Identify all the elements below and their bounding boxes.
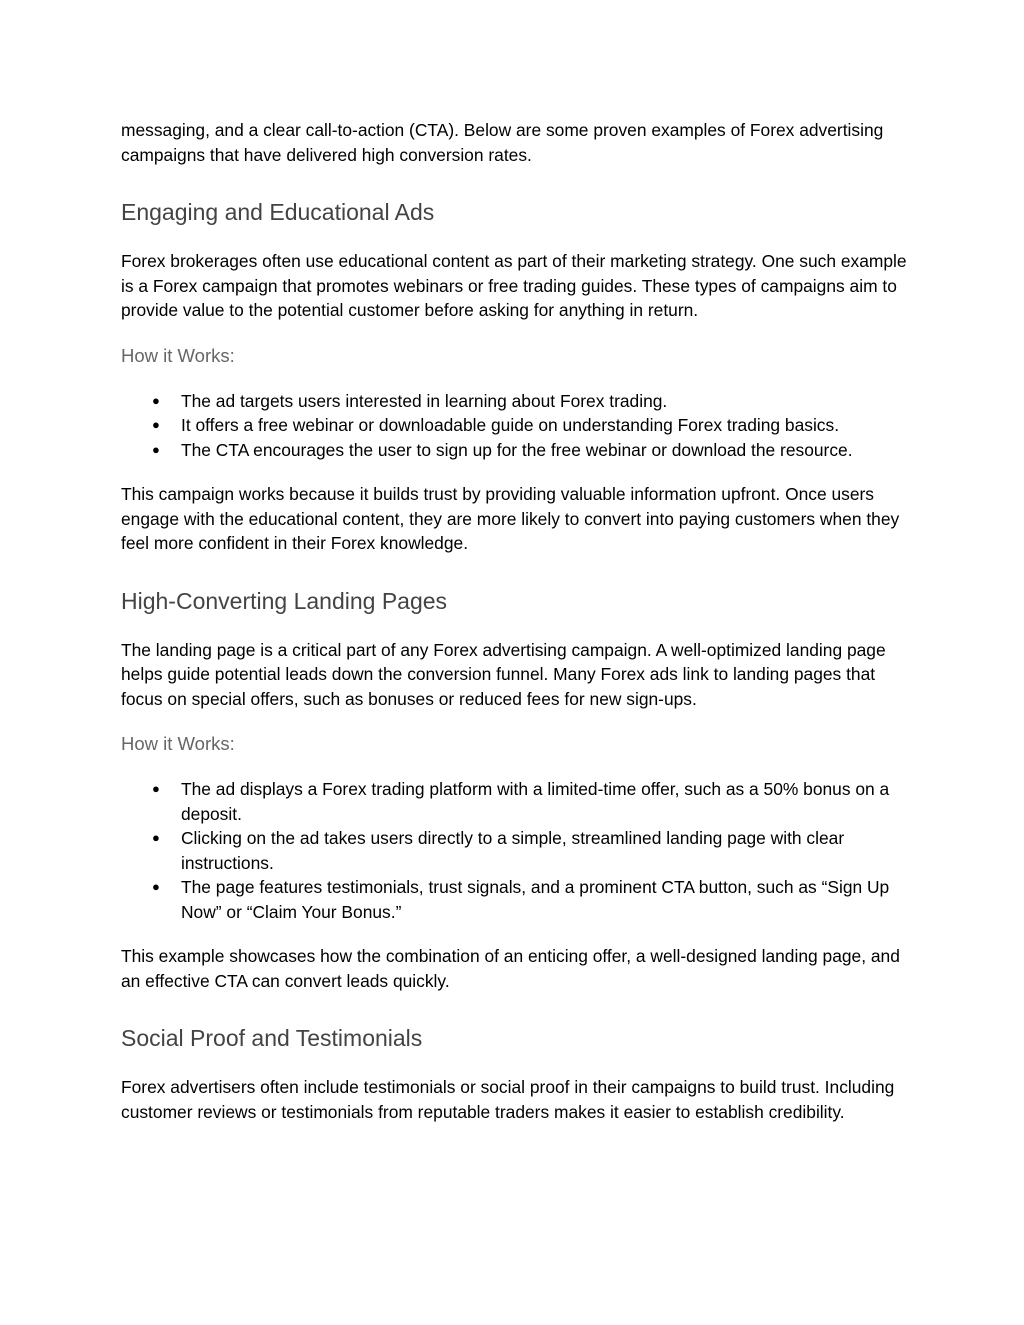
- how-it-works-heading: How it Works:: [121, 344, 235, 366]
- list-item: [121, 777, 911, 826]
- bullet-icon: ●: [152, 441, 160, 457]
- section-paragraph: Forex brokerages often use educational content as part of their marketing strategy. One such example is a Forex campaign that promotes webinars or free trading guides. These types of campaigns aim to provide value to the potential customer before asking for anything in return.: [121, 251, 907, 320]
- document-page: [121, 118, 911, 1124]
- list-item-text: It offers a free webinar or downloadable guide on understanding Forex trading basics.: [181, 415, 840, 435]
- list-item-text: The ad targets users interested in learning about Forex trading.: [181, 390, 668, 411]
- bullet-icon: ●: [152, 781, 160, 796]
- section-closing-paragraph: This campaign works because it builds trust by providing valuable information upfront. Once users engage with the educational content, they are more likely to convert into paying customers when they feel more confident in their Forex knowledge.: [121, 484, 900, 553]
- section-heading-social-proof: Social Proof and Testimonials: [121, 1025, 423, 1051]
- bullet-list: [121, 389, 911, 463]
- section-paragraph: Forex advertisers often include testimonials or social proof in their campaigns to build trust. Including customer reviews or testimonials from reputable traders makes it easier to establish credibility.: [121, 1077, 895, 1122]
- list-item: [121, 875, 911, 924]
- section-heading-educational-ads: Engaging and Educational Ads: [121, 199, 435, 225]
- list-item-text: The ad displays a Forex trading platform with a limited-time offer, such as a 50% bonus on a deposit.: [181, 779, 890, 824]
- how-it-works-heading: How it Works:: [121, 733, 235, 754]
- bullet-list: [121, 777, 911, 924]
- bullet-icon: ●: [152, 417, 160, 432]
- bullet-icon: ●: [152, 879, 160, 894]
- list-item: [121, 389, 911, 414]
- bullet-icon: ●: [152, 392, 160, 408]
- list-item: [121, 826, 911, 875]
- section-heading-landing-pages: High-Converting Landing Pages: [121, 587, 448, 614]
- bullet-icon: ●: [152, 830, 160, 845]
- intro-paragraph: messaging, and a clear call-to-action (CTA). Below are some proven examples of Forex advertising campaigns that have delivered high conversion rates.: [121, 120, 884, 165]
- list-item-text: The CTA encourages the user to sign up for the free webinar or download the resource.: [181, 439, 853, 460]
- list-item: [121, 413, 911, 438]
- section-paragraph: The landing page is a critical part of any Forex advertising campaign. A well-optimized landing page helps guide potential leads down the conversion funnel. Many Forex ads link to landing pages that focus on special offers, such as bonuses or reduced fees for new sign-ups.: [121, 639, 886, 709]
- list-item-text: The page features testimonials, trust signals, and a prominent CTA button, such as “Sign Up Now” or “Claim Your Bonus.”: [181, 877, 890, 922]
- list-item-text: Clicking on the ad takes users directly to a simple, streamlined landing page with clear instructions.: [181, 828, 845, 873]
- section-closing-paragraph: This example showcases how the combination of an enticing offer, a well-designed landing page, and an effective CTA can convert leads quickly.: [121, 946, 900, 991]
- list-item: [121, 438, 911, 463]
